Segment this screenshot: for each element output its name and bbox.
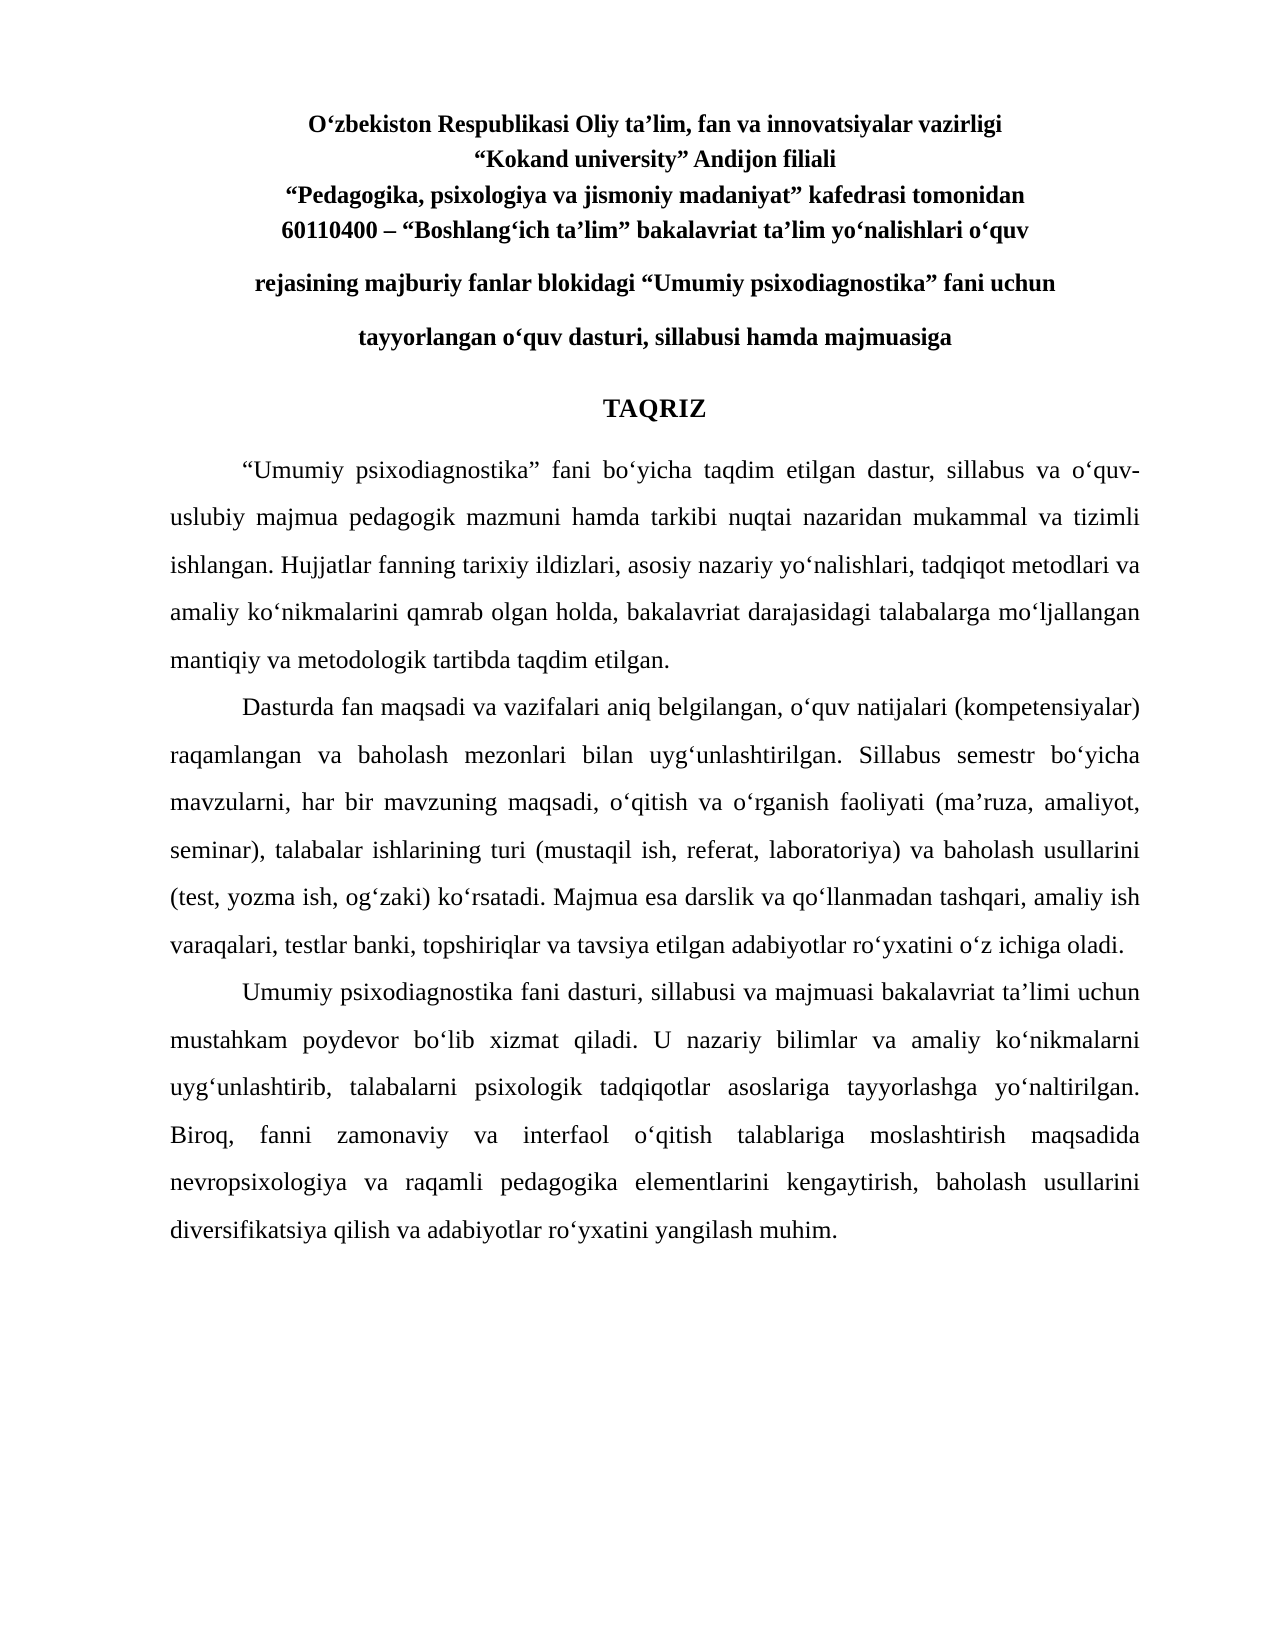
page-title: TAQRIZ <box>602 393 708 423</box>
header-line-ministry: O‘zbekiston Respublikasi Oliy ta’lim, fan va innovatsiyalar vazirligi <box>308 111 1002 138</box>
document-body <box>170 446 1140 1254</box>
header-line-department: “Pedagogika, psixologiya va jismoniy madaniyat” kafedrasi tomonidan <box>285 180 1025 209</box>
paragraph-2: Dasturda fan maqsadi va vazifalari aniq belgilangan, o‘quv natijalari (kompetensiyalar) raqamlangan va baholash mezonlari bilan uyg‘unlashtirilgan. Sillabus semestr bo‘yicha mavzularni, har bir mavzuning maqsadi, o‘qitish va o‘rganish faoliyati (ma’ruza, amaliyot, seminar), talabalar ishlarining turi (mustaqil ish, referat, laboratoriya) va baholash usullarini (test, yozma ish, og‘zaki) ko‘rsatadi. Majmua esa darslik va qo‘llanmadan tashqari, amaliy ish varaqalari, testlar banki, topshiriqlar va tavsiya etilgan adabiyotlar ro‘yxatini o‘z ichiga oladi. <box>170 692 1140 959</box>
header-line-materials: tayyorlangan o‘quv dasturi, sillabusi hamda majmuasiga <box>358 321 952 351</box>
header-line-curriculum-block: rejasining majburiy fanlar blokidagi “Umumiy psixodiagnostika” fani uchun <box>254 268 1056 298</box>
header-line-program-code: 60110400 – “Boshlang‘ich ta’lim” bakalavriat ta’lim yo‘nalishlari o‘quv <box>281 215 1029 245</box>
header-line-university: “Kokand university” Andijon filiali <box>474 145 836 173</box>
paragraph-3: Umumiy psixodiagnostika fani dasturi, sillabusi va majmuasi bakalavriat ta’limi uchun mustahkam poydevor bo‘lib xizmat qiladi. U nazariy bilimlar va amaliy ko‘nikmalarni uyg‘unlashtirib, talabalarni psixologik tadqiqotlar asoslariga tayyorlashga yo‘naltirilgan. Biroq, fanni zamonaviy va interfaol o‘qitish talablariga moslashtirish maqsadida nevropsixologiya va raqamli pedagogika elementlarini kengaytirish, baholash usullarini diversifikatsiya qilish va adabiyotlar ro‘yxatini yangilash muhim. <box>170 977 1140 1244</box>
document-content <box>170 108 1140 1253</box>
paragraph-1: “Umumiy psixodiagnostika” fani bo‘yicha taqdim etilgan dastur, sillabus va o‘quv-uslubiy majmua pedagogik mazmuni hamda tarkibi nuqtai nazaridan mukammal va tizimli ishlangan. Hujjatlar fanning tarixiy ildizlari, asosiy nazariy yo‘nalishlari, tadqiqot metodlari va amaliy ko‘nikmalarini qamrab olgan holda, bakalavriat darajasidagi talabalarga mo‘ljallangan mantiqiy va metodologik tartibda taqdim etilgan. <box>170 454 1140 674</box>
document-header <box>170 108 1140 354</box>
